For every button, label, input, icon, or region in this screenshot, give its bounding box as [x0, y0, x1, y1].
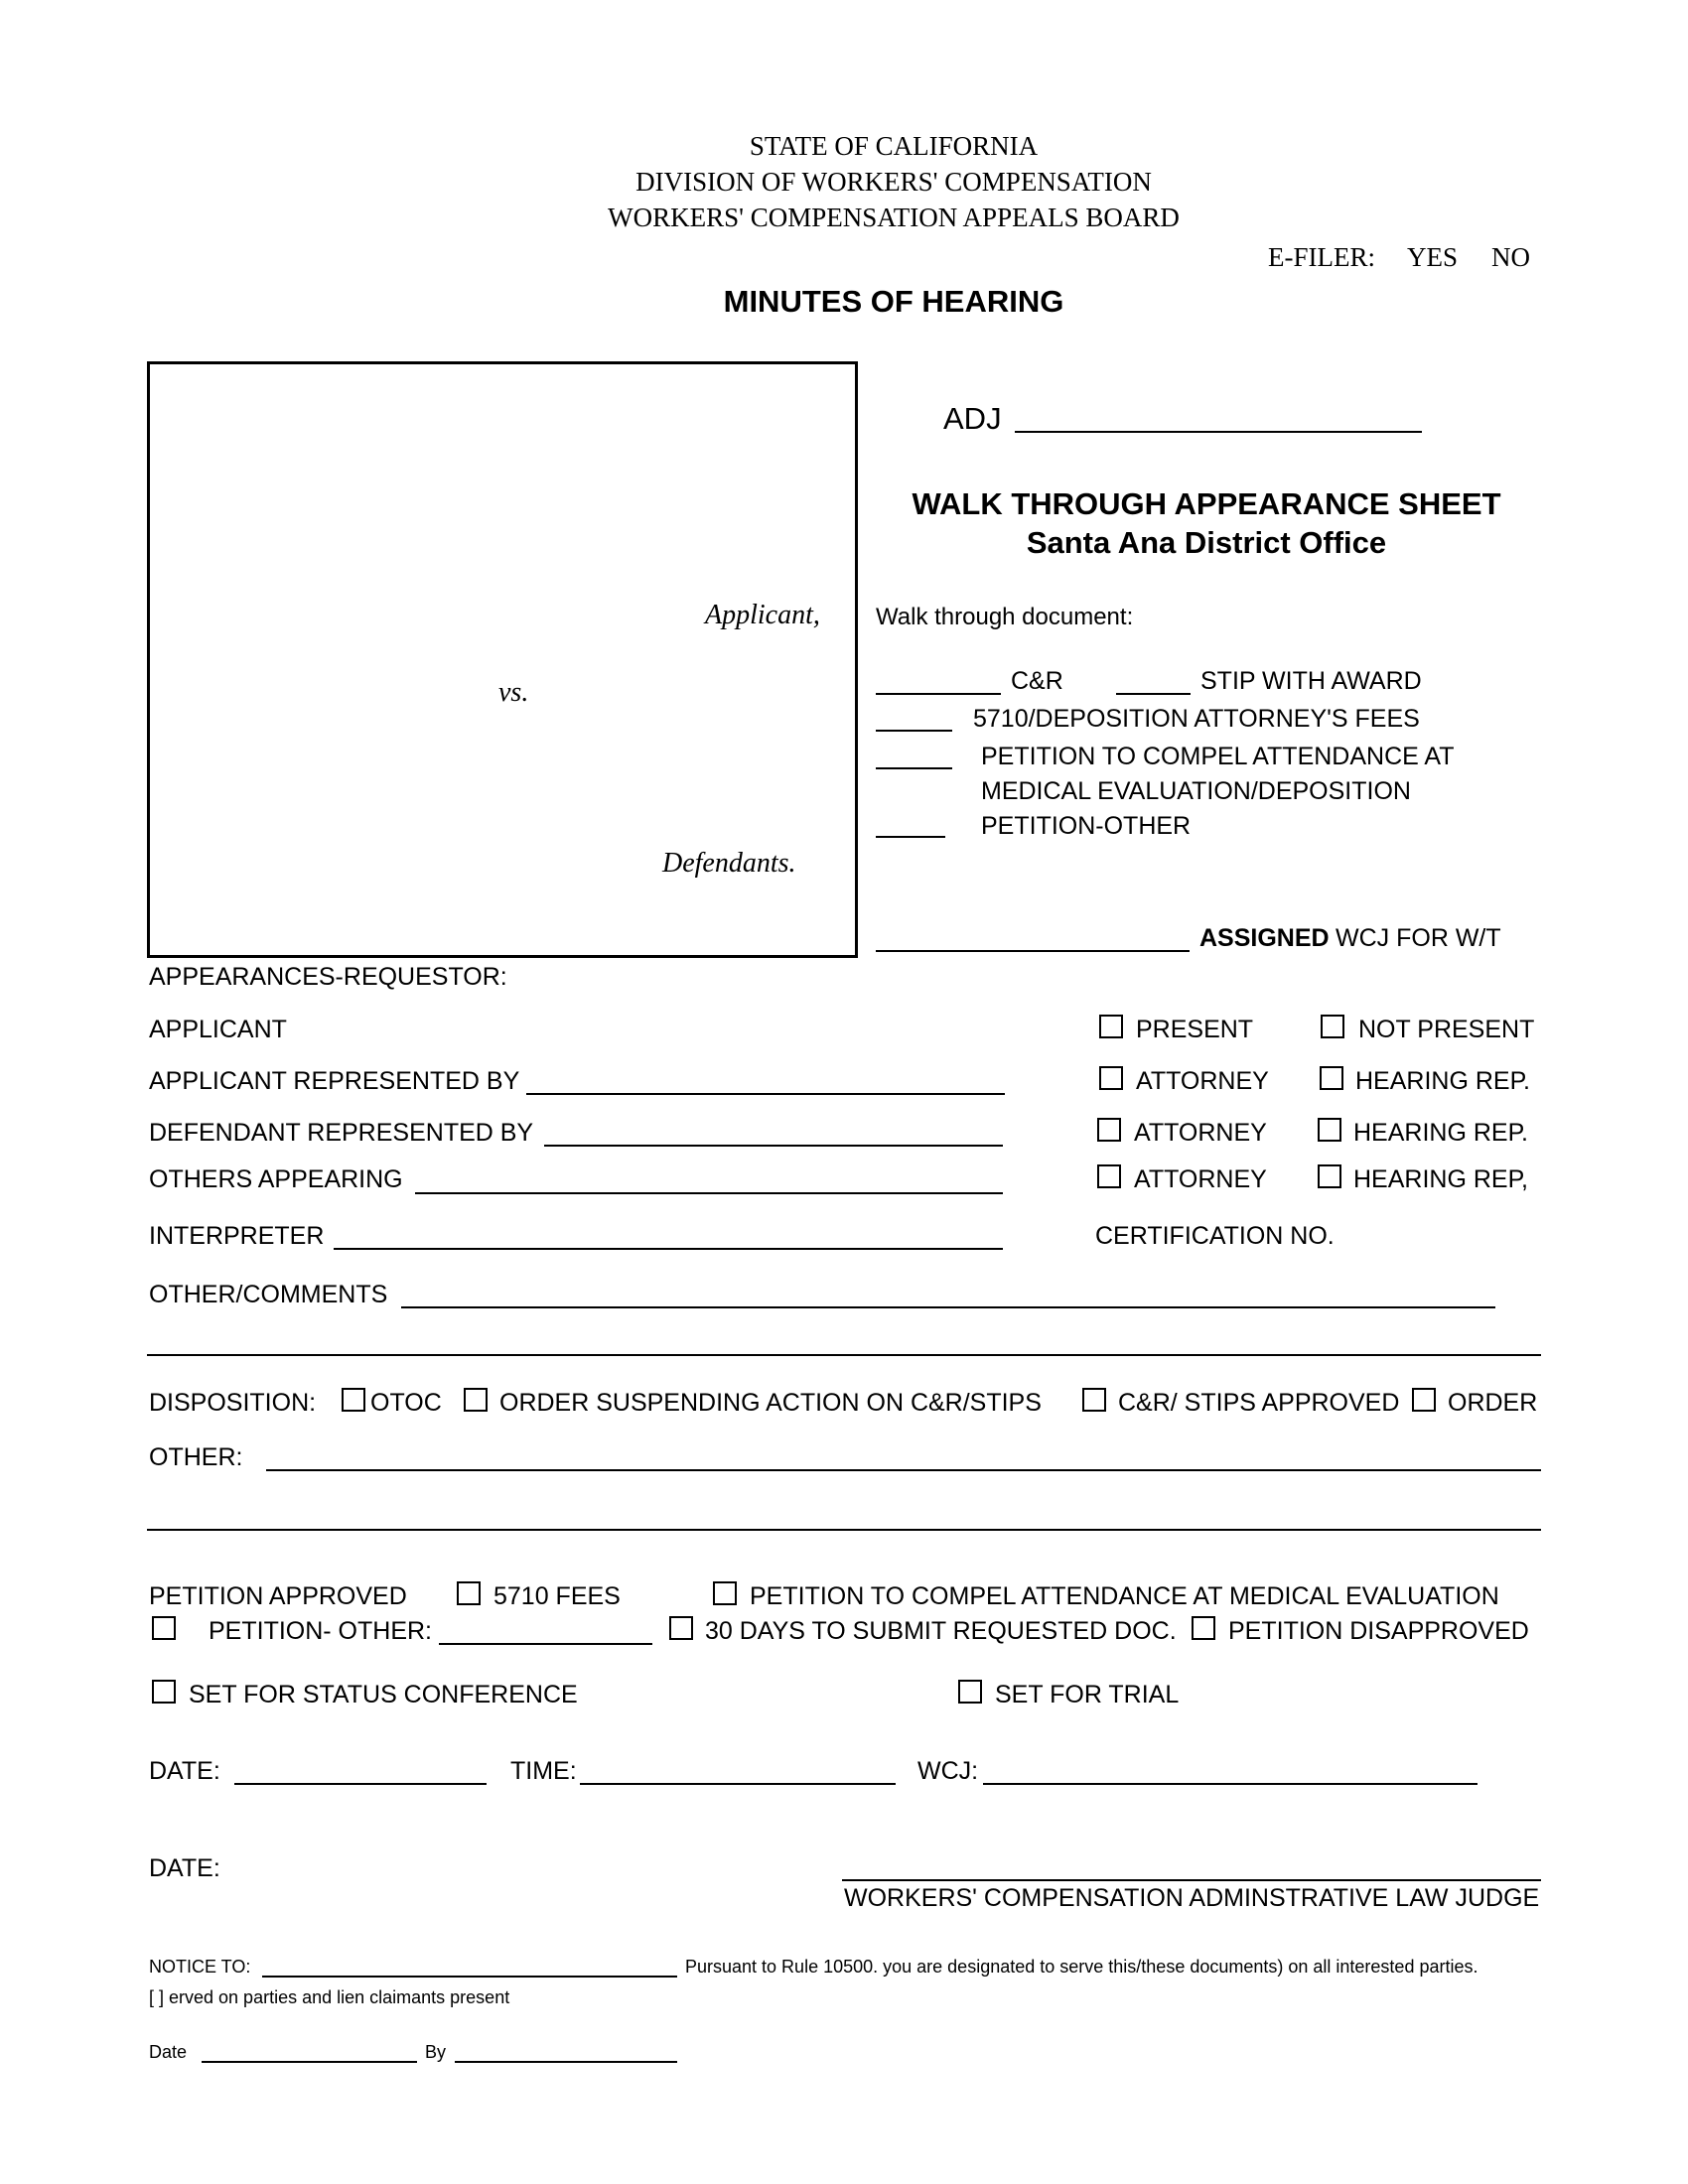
- petition-other-checkbox[interactable]: [152, 1616, 176, 1640]
- disposition-other-label: OTHER:: [149, 1443, 243, 1471]
- caption-applicant: Applicant,: [705, 600, 820, 630]
- adj-field[interactable]: [1015, 431, 1422, 433]
- others-hearing-rep-checkbox[interactable]: [1318, 1164, 1341, 1188]
- defendant-attorney-label: ATTORNEY: [1134, 1119, 1267, 1147]
- disposition-other-field[interactable]: [266, 1469, 1541, 1471]
- adj-label: ADJ: [943, 401, 1002, 436]
- judge-title: WORKERS' COMPENSATION ADMINSTRATIVE LAW JUDGE: [844, 1884, 1540, 1912]
- fees-label-2: 5710 FEES: [493, 1582, 621, 1610]
- suspending-checkbox[interactable]: [464, 1388, 488, 1412]
- comments-label: OTHER/COMMENTS: [149, 1281, 388, 1308]
- page-title: MINUTES OF HEARING: [723, 284, 1064, 319]
- applicant-attorney-label: ATTORNEY: [1136, 1067, 1269, 1095]
- assigned-rest: WCJ FOR W/T: [1336, 924, 1501, 952]
- wcj-field[interactable]: [983, 1783, 1477, 1785]
- notice-by-field[interactable]: [455, 2061, 677, 2063]
- cr-label: C&R: [1011, 667, 1063, 695]
- stips-approved-checkbox[interactable]: [1082, 1388, 1106, 1412]
- suspending-label: ORDER SUSPENDING ACTION ON C&R/STIPS: [499, 1389, 1042, 1417]
- judge-signature-line[interactable]: [842, 1879, 1541, 1881]
- rule-text: Pursuant to Rule 10500. you are designated to serve this/these documents) on all interested parties.: [685, 1957, 1478, 1977]
- order-checkbox[interactable]: [1412, 1388, 1436, 1412]
- cr-blank[interactable]: [876, 693, 1001, 695]
- caption-defendants: Defendants.: [662, 848, 796, 879]
- walk-through-label: Walk through document:: [876, 604, 1134, 630]
- notice-date-field[interactable]: [202, 2061, 417, 2063]
- header-state: STATE OF CALIFORNIA: [749, 131, 1039, 161]
- appearances-heading: APPEARANCES-REQUESTOR:: [149, 963, 507, 991]
- applicant-hearing-rep-checkbox[interactable]: [1320, 1066, 1343, 1090]
- stip-label: STIP WITH AWARD: [1200, 667, 1422, 695]
- office-name: Santa Ana District Office: [1026, 525, 1387, 560]
- notice-to-label: NOTICE TO:: [149, 1957, 251, 1977]
- certification-label: CERTIFICATION NO.: [1095, 1222, 1335, 1250]
- applicant-attorney-checkbox[interactable]: [1099, 1066, 1123, 1090]
- time-label: TIME:: [510, 1757, 577, 1785]
- otoc-checkbox[interactable]: [342, 1388, 365, 1412]
- petition-other-label-2: PETITION- OTHER:: [209, 1617, 432, 1645]
- others-appearing-field[interactable]: [415, 1192, 1003, 1194]
- petition-other-blank[interactable]: [876, 836, 945, 838]
- others-attorney-label: ATTORNEY: [1134, 1165, 1267, 1193]
- divider: [147, 1354, 1541, 1356]
- stips-approved-label: C&R/ STIPS APPROVED: [1118, 1389, 1400, 1417]
- defendant-rep-field[interactable]: [544, 1145, 1003, 1147]
- others-appearing-label: OTHERS APPEARING: [149, 1165, 403, 1193]
- served-text: [ ] erved on parties and lien claimants present: [149, 1987, 510, 2007]
- petition-approved-label: PETITION APPROVED: [149, 1582, 407, 1610]
- assigned-label: ASSIGNED: [1199, 924, 1330, 952]
- applicant-hearing-rep-label: HEARING REP.: [1355, 1067, 1530, 1095]
- time-field[interactable]: [580, 1783, 896, 1785]
- fees-blank[interactable]: [876, 730, 952, 732]
- compel-label-1: PETITION TO COMPEL ATTENDANCE AT: [981, 743, 1455, 770]
- efiler-yes[interactable]: YES: [1407, 242, 1459, 272]
- notice-by-label: By: [425, 2042, 447, 2062]
- thirty-days-checkbox[interactable]: [669, 1616, 693, 1640]
- status-conference-label: SET FOR STATUS CONFERENCE: [189, 1681, 578, 1708]
- compel-label: PETITION TO COMPEL ATTENDANCE AT MEDICAL EVALUATION: [750, 1582, 1499, 1610]
- applicant-rep-field[interactable]: [526, 1093, 1005, 1095]
- order-label: ORDER: [1448, 1389, 1538, 1417]
- defendant-hearing-rep-label: HEARING REP.: [1353, 1119, 1528, 1147]
- others-hearing-rep-label: HEARING REP,: [1353, 1165, 1528, 1193]
- fees-checkbox[interactable]: [457, 1581, 481, 1605]
- header-board: WORKERS' COMPENSATION APPEALS BOARD: [608, 203, 1180, 232]
- disposition-label: DISPOSITION:: [149, 1389, 317, 1417]
- present-checkbox[interactable]: [1099, 1015, 1123, 1038]
- date-label: DATE:: [149, 1757, 220, 1785]
- date-field[interactable]: [234, 1783, 487, 1785]
- notice-to-field[interactable]: [262, 1976, 677, 1978]
- interpreter-label: INTERPRETER: [149, 1222, 325, 1250]
- efiler-label: E-FILER:: [1268, 242, 1375, 272]
- interpreter-field[interactable]: [334, 1248, 1003, 1250]
- disapproved-checkbox[interactable]: [1192, 1616, 1215, 1640]
- trial-label: SET FOR TRIAL: [995, 1681, 1180, 1708]
- present-label: PRESENT: [1136, 1016, 1254, 1043]
- sheet-title: WALK THROUGH APPEARANCE SHEET: [912, 486, 1501, 521]
- compel-checkbox[interactable]: [713, 1581, 737, 1605]
- disapproved-label: PETITION DISAPPROVED: [1228, 1617, 1529, 1645]
- disposition-other-field-2[interactable]: [147, 1529, 1541, 1531]
- trial-checkbox[interactable]: [958, 1680, 982, 1704]
- assigned-wcj-field[interactable]: [876, 950, 1190, 952]
- petition-other-label: PETITION-OTHER: [981, 812, 1192, 840]
- compel-blank[interactable]: [876, 767, 952, 769]
- wcj-label: WCJ:: [917, 1757, 979, 1785]
- otoc-label: OTOC: [370, 1389, 442, 1417]
- defendant-attorney-checkbox[interactable]: [1097, 1118, 1121, 1142]
- stip-blank[interactable]: [1116, 693, 1191, 695]
- date-label-2: DATE:: [149, 1854, 220, 1882]
- applicant-label: APPLICANT: [149, 1016, 287, 1043]
- compel-label-2: MEDICAL EVALUATION/DEPOSITION: [981, 777, 1411, 805]
- not-present-label: NOT PRESENT: [1358, 1016, 1535, 1043]
- efiler-no[interactable]: NO: [1491, 242, 1530, 272]
- defendant-hearing-rep-checkbox[interactable]: [1318, 1118, 1341, 1142]
- fees-label: 5710/DEPOSITION ATTORNEY'S FEES: [973, 705, 1420, 733]
- applicant-rep-label: APPLICANT REPRESENTED BY: [149, 1067, 520, 1095]
- notice-date-label: Date: [149, 2042, 188, 2062]
- petition-other-field[interactable]: [439, 1643, 652, 1645]
- defendant-rep-label: DEFENDANT REPRESENTED BY: [149, 1119, 534, 1147]
- others-attorney-checkbox[interactable]: [1097, 1164, 1121, 1188]
- header-division: DIVISION OF WORKERS' COMPENSATION: [635, 167, 1152, 197]
- status-conference-checkbox[interactable]: [152, 1680, 176, 1704]
- comments-field[interactable]: [401, 1306, 1495, 1308]
- caption-vs: vs.: [498, 677, 529, 708]
- not-present-checkbox[interactable]: [1321, 1015, 1344, 1038]
- thirty-days-label: 30 DAYS TO SUBMIT REQUESTED DOC.: [705, 1617, 1177, 1645]
